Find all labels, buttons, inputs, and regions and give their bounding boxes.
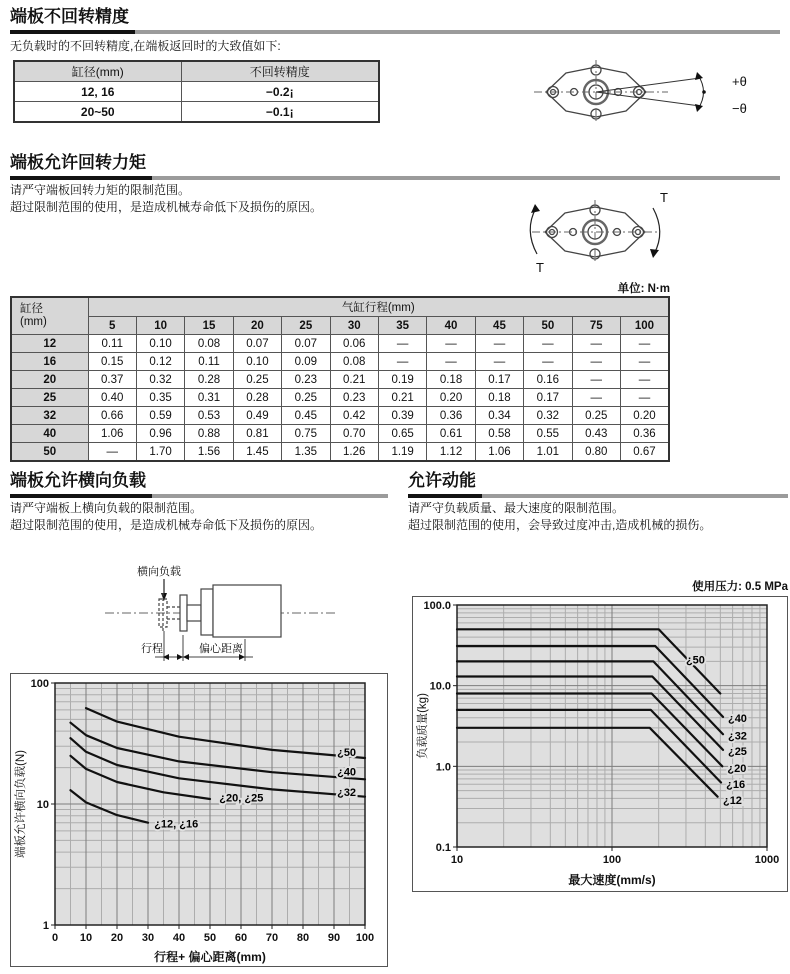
stroke-col-header: 25 [282,317,330,335]
bore-cell: 20 [11,371,88,389]
series-label: ¿20 [727,763,747,776]
torque-value-cell: 0.20 [620,407,669,425]
y-tick-label: 10 [36,799,49,811]
bore-cell: 32 [11,407,88,425]
torque-value-cell: 1.19 [378,443,426,462]
torque-value-cell: 0.35 [136,389,184,407]
series-label: ¿12, ¿16 [154,818,199,831]
section-3-header [10,468,388,498]
torque-value-cell: 0.28 [233,389,281,407]
page-title-kinetic-energy: 允许动能 [408,471,482,498]
x-tick-label: 0 [51,932,59,944]
accuracy-cell: −0.2¡ [181,82,379,102]
plus-theta-label: +θ [732,74,747,89]
arrowhead [531,204,540,213]
stroke-col-header: 40 [427,317,475,335]
stroke-col-header: 45 [475,317,523,335]
torque-value-cell: — [378,353,426,371]
torque-value-cell: — [427,335,475,353]
torque-value-cell: 0.66 [88,407,136,425]
torque-value-cell: 0.80 [572,443,620,462]
torque-value-cell: — [572,389,620,407]
s4-line2: 超过限制范围的使用，会导致过度冲击,造成机械的损伤。 [408,518,712,532]
s2-line1: 请严守端板回转力矩的限制范围。 [10,183,191,197]
torque-value-cell: 0.07 [282,335,330,353]
torque-value-cell: 0.09 [282,353,330,371]
x-tick-label: 20 [110,932,124,944]
stroke-col-header: 30 [330,317,378,335]
arrowhead-up [695,72,703,80]
torque-value-cell: 1.06 [475,443,523,462]
torque-value-cell: 1.35 [282,443,330,462]
stroke-col-header: 10 [136,317,184,335]
torque-value-cell: 0.11 [88,335,136,353]
x-tick-label: 1000 [754,854,780,866]
x-tick-label: 60 [234,932,248,944]
x-tick-label: 50 [203,932,217,944]
torque-table [10,296,670,462]
end-plate-torque-diagram [520,172,774,296]
stroke-col-header: 75 [572,317,620,335]
torque-value-cell: — [572,335,620,353]
torque-label-bottom: T [536,260,544,275]
torque-table-row [11,389,669,407]
dim-arrowhead [177,654,183,660]
y-tick-label: 100 [30,678,49,690]
torque-value-cell: — [524,353,572,371]
torque-value-cell: — [427,353,475,371]
s3-line2: 超过限制范围的使用，是造成机械寿命低下及损伤的原因。 [10,518,323,532]
torque-value-cell: — [475,335,523,353]
torque-value-cell: — [572,371,620,389]
dim-arrowhead [183,654,189,660]
stroke-col-header: 100 [620,317,669,335]
torque-value-cell: 0.28 [185,371,233,389]
x-tick-label: 10 [79,932,93,944]
s3-line1: 请严守端板上横向负载的限制范围。 [10,501,203,515]
col-header-bore: 缸径(mm) [14,61,181,82]
stroke-col-header: 20 [233,317,281,335]
corner-line1: 缸径 [20,303,43,315]
torque-value-cell: — [620,353,669,371]
torque-value-cell: 0.23 [330,389,378,407]
stroke-col-header: 15 [185,317,233,335]
torque-value-cell: 0.81 [233,425,281,443]
kinetic-energy-chart [412,596,788,892]
torque-value-cell: 0.65 [378,425,426,443]
series-label: ¿12 [722,795,742,808]
s3-text [10,500,322,534]
y-tick-label: 0.1 [435,842,451,854]
accuracy-cell: −0.1¡ [181,102,379,123]
torque-value-cell: 0.88 [185,425,233,443]
torque-value-cell: 1.06 [88,425,136,443]
page-title-lateral-load: 端板允许横向负载 [10,471,152,498]
torque-value-cell: 0.43 [572,425,620,443]
x-tick-label: 100 [602,854,622,866]
torque-value-cell: 0.67 [620,443,669,462]
series-label: ¿20, ¿25 [219,792,264,805]
arrowhead [650,249,659,258]
torque-value-cell: 0.20 [427,389,475,407]
torque-value-cell: 0.53 [185,407,233,425]
torque-value-cell: 0.07 [233,335,281,353]
section-1-header [10,4,780,34]
lateral-load-diagram [85,545,360,675]
bore-cell: 50 [11,443,88,462]
torque-table-row [11,407,669,425]
torque-value-cell: 0.59 [136,407,184,425]
torque-value-cell: 0.19 [378,371,426,389]
kinetic-energy-chart-svg [413,597,787,891]
torque-value-cell: 0.25 [572,407,620,425]
torque-value-cell: 0.25 [233,371,281,389]
table-row [14,82,379,102]
torque-value-cell: — [620,389,669,407]
x-tick-label: 100 [355,932,375,944]
bore-cell: 12, 16 [14,82,181,102]
section-4-header [408,468,788,498]
lateral-load-label: 横向负载 [137,566,181,578]
x-tick-label: 10 [450,854,464,866]
x-tick-label: 40 [172,932,186,944]
series-label: ¿16 [726,779,746,792]
torque-value-cell: 0.36 [427,407,475,425]
page-title-non-rotating-accuracy: 端板不回转精度 [10,7,135,34]
torque-value-cell: 1.45 [233,443,281,462]
torque-value-cell: 0.08 [185,335,233,353]
torque-value-cell: 0.15 [88,353,136,371]
torque-value-cell: 0.37 [88,371,136,389]
torque-value-cell: 0.11 [185,353,233,371]
torque-table-row [11,443,669,462]
series-label: ¿40 [337,766,357,779]
torque-arc-left [530,208,537,254]
series-label: ¿50 [337,746,357,759]
bore-cell: 12 [11,335,88,353]
torque-value-cell: — [620,335,669,353]
s2-text [10,182,322,216]
torque-value-cell: 0.23 [282,371,330,389]
table-header-row [11,297,669,317]
x-tick-label: 90 [327,932,341,944]
stroke-header-row [11,317,669,335]
torque-label-top: T [660,190,668,205]
torque-value-cell: — [378,335,426,353]
torque-value-cell: 0.49 [233,407,281,425]
torque-value-cell: 0.25 [282,389,330,407]
eccentric-label: 偏心距离 [199,643,243,655]
x-axis-title: 行程+ 偏心距离(mm) [154,950,266,964]
y-tick-label: 1 [42,920,49,932]
torque-value-cell: 1.70 [136,443,184,462]
torque-value-cell: 0.36 [620,425,669,443]
pressure-note: 使用压力: 0.5 MPa [692,581,788,593]
s2-line2: 超过限制范围的使用，是造成机械寿命低下及损伤的原因。 [10,200,323,214]
torque-value-cell: 0.55 [524,425,572,443]
torque-value-cell: 0.12 [136,353,184,371]
series-label: ¿32 [337,786,357,799]
bore-cell: 16 [11,353,88,371]
stroke-col-header: 35 [378,317,426,335]
load-arrowhead [161,593,167,601]
stroke-label: 行程 [141,643,163,655]
torque-value-cell: 0.18 [475,389,523,407]
series-label: ¿50 [685,654,705,667]
torque-value-cell: 1.26 [330,443,378,462]
torque-value-cell: 0.32 [524,407,572,425]
page-title-allowable-torque: 端板允许回转力矩 [10,153,152,180]
x-tick-label: 30 [141,932,155,944]
y-tick-label: 1.0 [435,761,451,774]
torque-value-cell: — [620,371,669,389]
bore-cell: 40 [11,425,88,443]
series-label: ¿25 [727,745,747,758]
torque-value-cell: 0.31 [185,389,233,407]
torque-value-cell: 0.96 [136,425,184,443]
y-axis-title: 端板允许横向负载(N) [15,750,27,858]
lateral-load-chart [10,673,388,967]
torque-value-cell: 0.34 [475,407,523,425]
torque-value-cell: 0.06 [330,335,378,353]
unit-note: 单位: N·m [617,283,670,295]
torque-value-cell: 0.10 [233,353,281,371]
torque-value-cell: 0.42 [330,407,378,425]
torque-value-cell: — [88,443,136,462]
torque-value-cell: — [572,353,620,371]
torque-value-cell: 1.12 [427,443,475,462]
torque-value-cell: 0.17 [475,371,523,389]
torque-value-cell: — [524,335,572,353]
torque-value-cell: 1.01 [524,443,572,462]
series-label: ¿40 [727,712,747,725]
end-plate-rotation-diagram [528,36,786,154]
minus-theta-label: −θ [732,101,747,116]
stroke-col-header: 50 [524,317,572,335]
non-rotating-accuracy-table [13,60,380,123]
torque-arc-right [653,208,660,254]
torque-value-cell: 0.21 [378,389,426,407]
stroke-col-header: 5 [88,317,136,335]
table-row [14,102,379,123]
arrowhead-down [695,104,703,112]
torque-value-cell: 0.10 [136,335,184,353]
torque-value-cell: — [475,353,523,371]
s4-text [408,500,711,534]
s4-line1: 请严守负载质量、最大速度的限制范围。 [408,501,625,515]
col-header-accuracy: 不回转精度 [181,61,379,82]
series-label: ¿32 [727,730,747,743]
s1-intro-text: 无负载时的不回转精度,在端板返回时的大致值如下: [10,39,281,53]
torque-table-row [11,335,669,353]
torque-value-cell: 0.32 [136,371,184,389]
torque-value-cell: 0.39 [378,407,426,425]
torque-value-cell: 0.08 [330,353,378,371]
torque-value-cell: 0.75 [282,425,330,443]
torque-value-cell: 0.16 [524,371,572,389]
torque-value-cell: 0.17 [524,389,572,407]
torque-value-cell: 0.45 [282,407,330,425]
torque-value-cell: 0.70 [330,425,378,443]
torque-value-cell: 0.61 [427,425,475,443]
torque-value-cell: 0.58 [475,425,523,443]
corner-line2: (mm) [20,316,47,328]
y-axis-title: 负载质量(kg) [417,693,429,759]
torque-table-row [11,425,669,443]
corner-header [11,297,88,335]
table-header-row [14,61,379,82]
y-tick-label: 10.0 [429,680,451,693]
torque-table-row [11,353,669,371]
x-axis-title: 最大速度(mm/s) [568,873,656,887]
bore-cell: 20~50 [14,102,181,123]
torque-value-cell: 1.56 [185,443,233,462]
y-tick-label: 100.0 [423,600,451,612]
x-tick-label: 80 [296,932,310,944]
x-tick-label: 70 [265,932,279,944]
torque-value-cell: 0.21 [330,371,378,389]
bore-cell: 25 [11,389,88,407]
torque-table-row [11,371,669,389]
lateral-load-chart-svg [11,674,387,966]
stroke-span-header: 气缸行程(mm) [88,297,669,317]
torque-value-cell: 0.40 [88,389,136,407]
torque-value-cell: 0.18 [427,371,475,389]
